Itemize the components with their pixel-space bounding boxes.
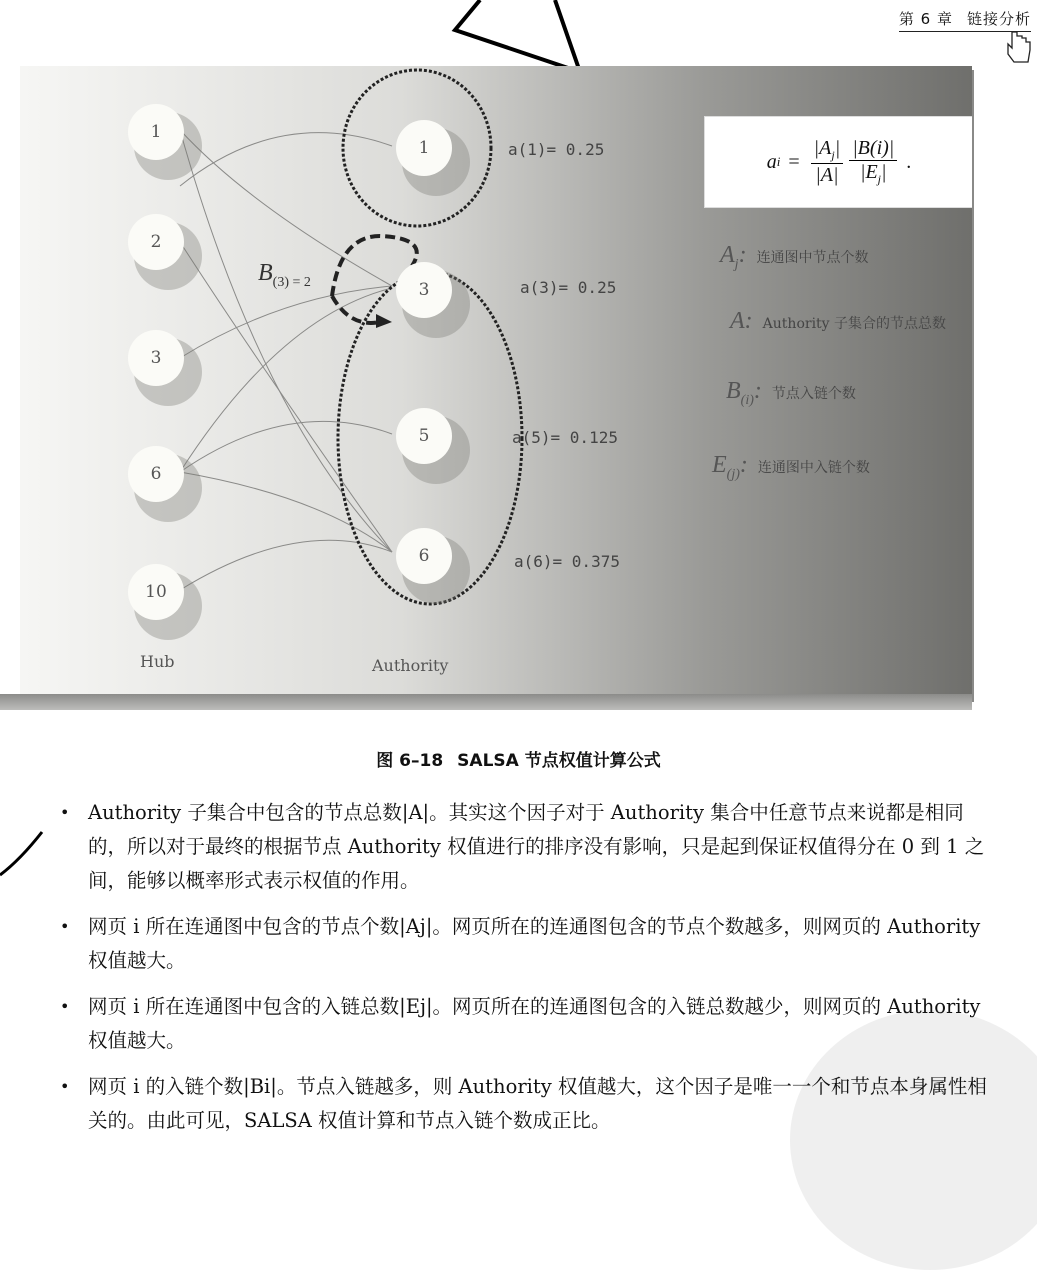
b3-label: $B_{(3) = 2}$ — [258, 260, 311, 290]
figure-base-shadow — [0, 694, 972, 710]
hub-column-label: Hub — [140, 652, 175, 671]
salsa-figure — [20, 66, 972, 698]
bullet-list — [60, 796, 1000, 1150]
bullet-item: • 网页 i 的入链个数|Bi|。节点入链越多，则 Authority 权值越大，这个因子是唯一一个和节点本身属性相关的。由此可见，SALSA 权值计算和节点入链个数成正比。 — [60, 1070, 1000, 1138]
salsa-formula: a i = $\frac{|A_j|}{|A|}$ $\frac{|B(i)|}{|E_j|}$ . — [704, 116, 972, 208]
legend-item: A: Authority 子集合的节点总数 — [730, 308, 947, 334]
edge-hub6-auth5 — [180, 421, 392, 472]
hub-node: 3 — [128, 330, 184, 386]
bullet-item: • 网页 i 所在连通图中包含的入链总数|Ej|。网页所在的连通图包含的入链总数越少，则网页的 Authority 权值越大。 — [60, 990, 1000, 1058]
bullet-item: • 网页 i 所在连通图中包含的节点个数|Aj|。网页所在的连通图包含的节点个数越多，则网页的 Authority 权值越大。 — [60, 910, 1000, 978]
authority-node: 5 — [396, 408, 452, 464]
pointer-hand-icon — [1008, 32, 1030, 62]
fraction-2: $\frac{|B(i)|}{|E_j|}$ — [849, 137, 897, 187]
legend-item: $B_{(i)}$: 节点入链个数 — [726, 378, 856, 408]
scribble-left-mark — [0, 832, 42, 875]
hub-node: 2 — [128, 214, 184, 270]
authority-score: a(1)= 0.25 — [508, 140, 605, 159]
fraction-1: $\frac{|A_j|}{|A|}$ — [811, 137, 844, 187]
authority-node: 3 — [396, 262, 452, 318]
authority-score: a(6)= 0.375 — [514, 552, 620, 571]
authority-score: a(5)= 0.125 — [512, 428, 618, 447]
chapter-title: 链接分析 — [966, 10, 1031, 28]
edge-hub6-auth6 — [180, 472, 392, 552]
edge-hub2-auth1 — [180, 133, 392, 186]
edge-hub6-auth3 — [180, 288, 392, 472]
authority-score: a(3)= 0.25 — [520, 278, 617, 297]
bullet-item: • Authority 子集合中包含的节点总数|A|。其实这个因子对于 Authority 集合中任意节点来说都是相同的，所以对于最终的根据节点 Authority 权值进行的排序没有影响，只是起到保证权值得分在 0 到 1 之间，能够以概率形式表示权值的作用。 — [60, 796, 1000, 898]
hub-node: 1 — [128, 104, 184, 160]
authority-node: 6 — [396, 528, 452, 584]
scribble-star-mark — [455, 0, 580, 72]
hub-node: 6 — [128, 446, 184, 502]
legend-item: $E_{(j)}$: 连通图中入链个数 — [712, 452, 870, 482]
authority-node: 1 — [396, 120, 452, 176]
running-header — [899, 8, 1031, 32]
legend-item: $A_j$: 连通图中节点个数 — [720, 242, 869, 272]
edge-hub1-auth6 — [180, 130, 392, 552]
chapter-number: 第 6 章 — [898, 10, 953, 28]
figure-caption: 图 6–18 SALSA 节点权值计算公式 — [376, 751, 661, 771]
inlink-arrowhead — [376, 314, 392, 328]
authority-column-label: Authority — [372, 656, 449, 675]
hub-node: 10 — [128, 564, 184, 620]
